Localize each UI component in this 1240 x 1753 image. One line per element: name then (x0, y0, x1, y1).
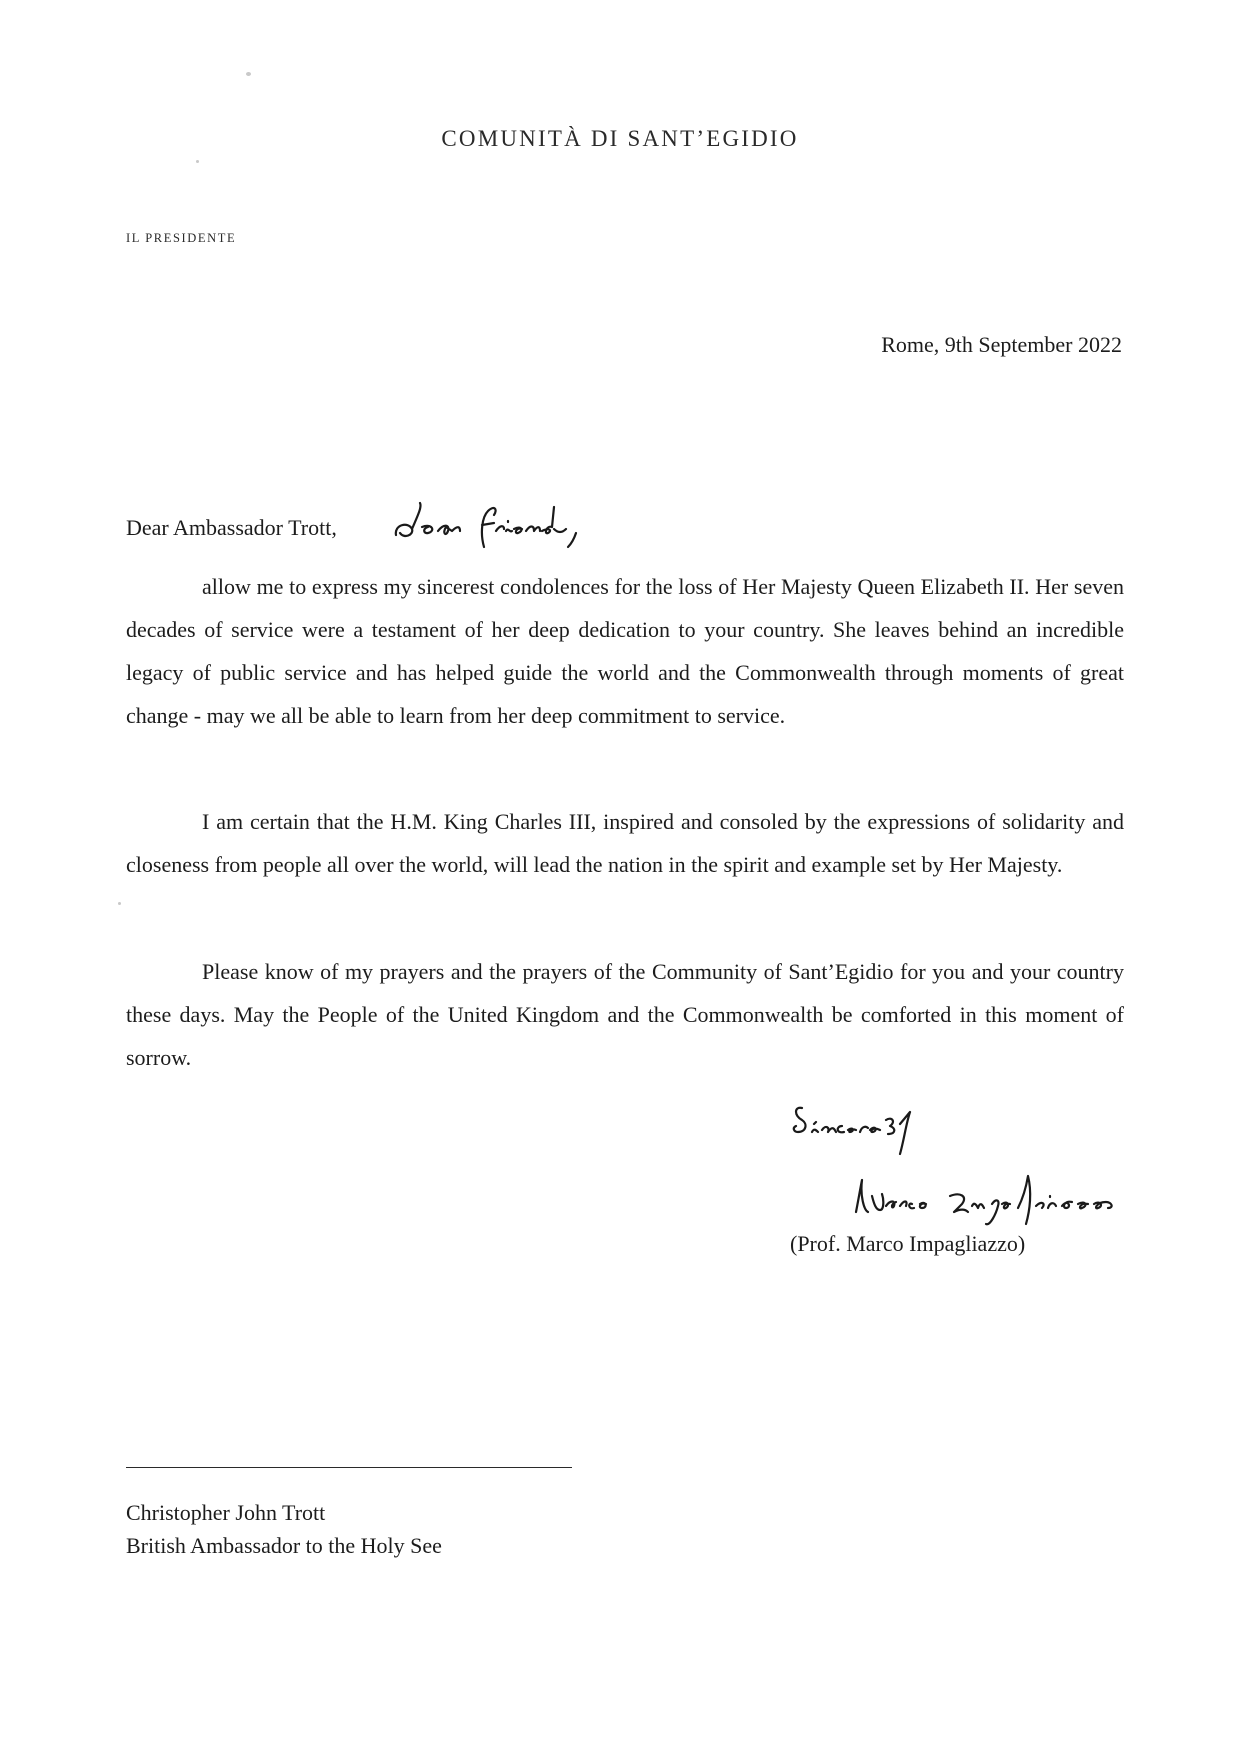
letterhead-role: IL PRESIDENTE (126, 231, 237, 245)
letter-date: Rome, 9th September 2022 (881, 332, 1122, 357)
scan-speck (118, 902, 121, 905)
recipient-name: Christopher John Trott (126, 1500, 326, 1525)
recipient-block (126, 1496, 442, 1562)
salutation: Dear Ambassador Trott, (126, 515, 337, 540)
recipient-title: British Ambassador to the Holy See (126, 1533, 442, 1558)
body-paragraph-2: I am certain that the H.M. King Charles III, inspired and consoled by the expressions of solidarity and closeness from people all over the world, will lead the nation in the spirit and example set by Her Majesty. (126, 809, 1124, 877)
body-paragraph-1: allow me to express my sincerest condolences for the loss of Her Majesty Queen Elizabeth II. Her seven decades of service were a testament of her deep dedication to your country. She leaves behind an incredible legacy of public service and has helped guide the world and the Commonwealth through moments of great change - may we all be able to learn from her deep commitment to service. (126, 574, 1124, 728)
body-paragraph-3: Please know of my prayers and the prayers of the Community of Sant’Egidio for you and your country these days. May the People of the United Kingdom and the Commonwealth be comforted in this moment of sorrow. (126, 959, 1124, 1070)
scan-speck (196, 160, 199, 163)
letterhead-organisation: COMUNITÀ DI SANT’EGIDIO (441, 126, 799, 151)
signatory-printed-name: (Prof. Marco Impagliazzo) (790, 1231, 1026, 1256)
signature (850, 1166, 1125, 1228)
recipient-divider (126, 1467, 572, 1468)
scan-speck (246, 72, 251, 76)
handwritten-closing (790, 1098, 950, 1158)
handwritten-salutation (392, 497, 612, 553)
